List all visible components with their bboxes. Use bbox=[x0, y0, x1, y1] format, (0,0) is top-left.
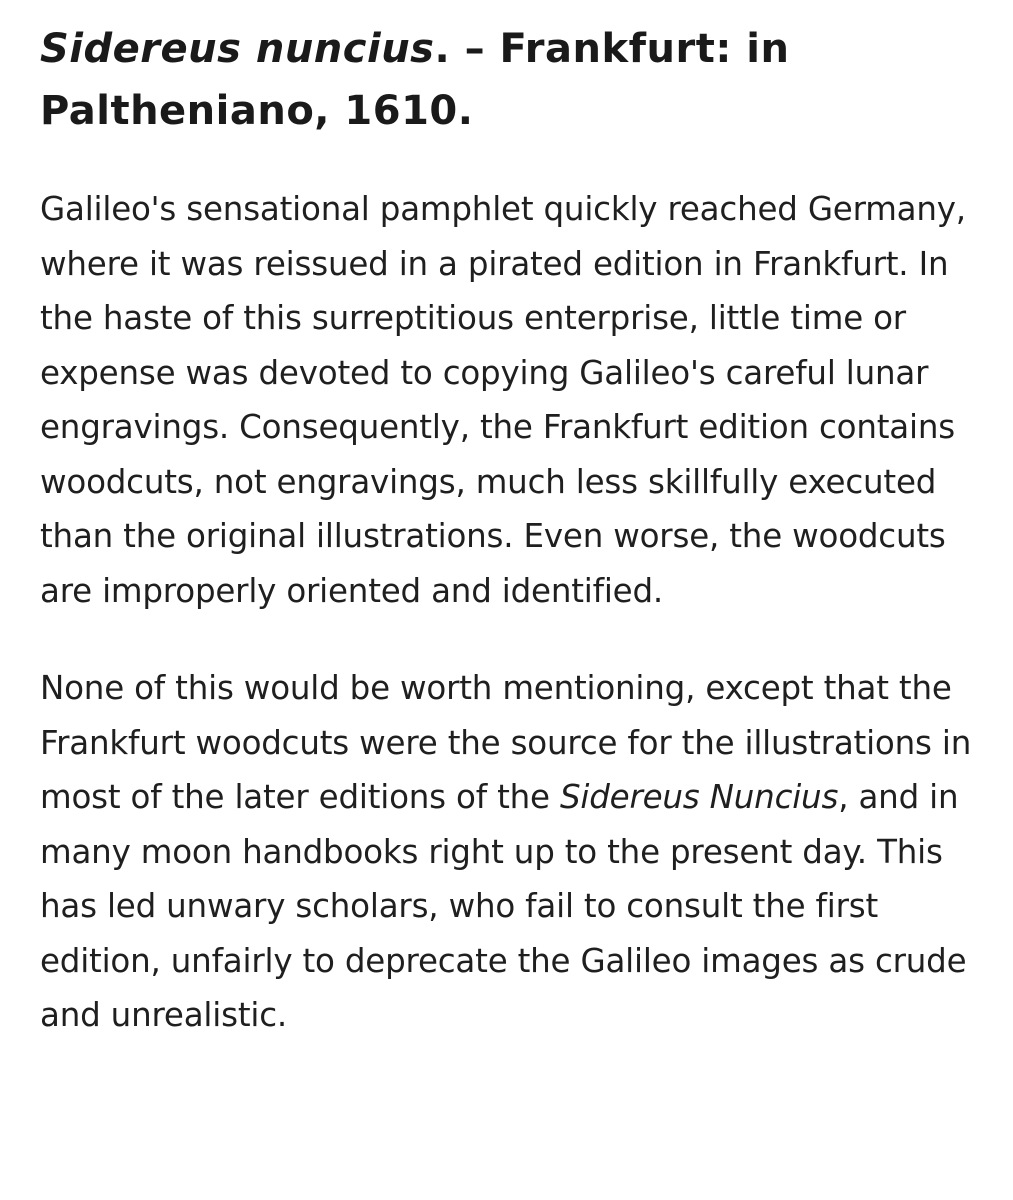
paragraph-text-after: , and in many moon handbooks right up to the present day. This has led unwary scholars, who fail to consult the first edition, unfairly to deprecate the Galileo images as crude and unrealistic. bbox=[40, 778, 967, 1034]
article bbox=[40, 18, 985, 1043]
paragraph-later-editions bbox=[40, 661, 985, 1043]
paragraph-frankfurt-edition: Galileo's sensational pamphlet quickly reached Germany, where it was reissued in a pirated edition in Frankfurt. In the haste of this surreptitious enterprise, little time or expense was devoted to copying Galileo's careful lunar engravings. Consequently, the Frankfurt edition contains woodcuts, not engravings, much less skillfully executed than the original illustrations. Even worse, the woodcuts are improperly oriented and identified. bbox=[40, 190, 966, 610]
paragraph-text-before: None of this would be worth mentioning, except that the Frankfurt woodcuts were the source for the illustrations in most of the later editions of the bbox=[40, 669, 972, 816]
article-title bbox=[40, 18, 985, 142]
book-title-inline: Sidereus Nuncius bbox=[559, 778, 839, 816]
book-title-italic: Sidereus nuncius bbox=[40, 26, 435, 72]
title-publication-info: . – Frankfurt: in Paltheniano, 1610. bbox=[40, 26, 790, 134]
